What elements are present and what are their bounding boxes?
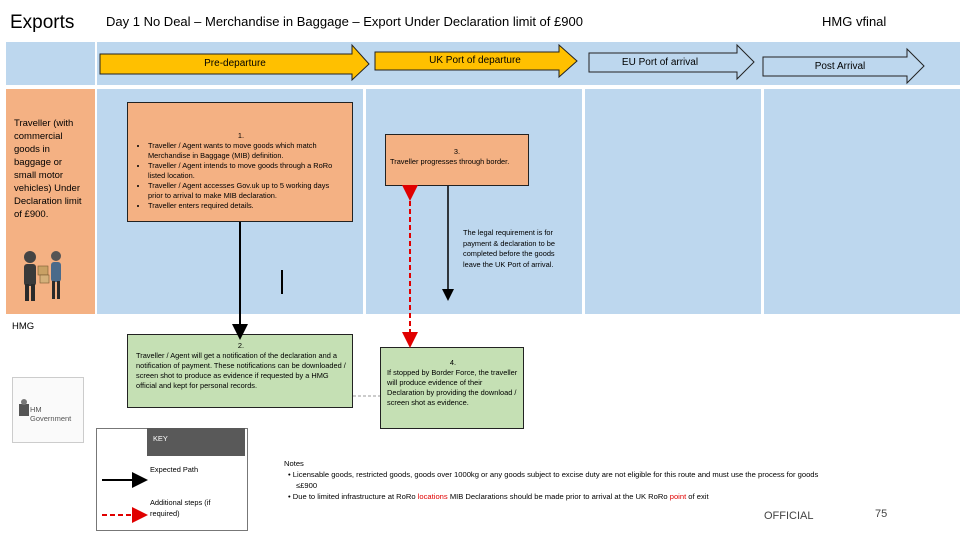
step-4-text: If stopped by Border Force, the traveller will produce evidence of their Declaration by providing the download / screen shot as evidence.: [387, 368, 518, 407]
step-4-number: 4.: [449, 358, 457, 367]
stage-uk-port: UK Port of departure: [429, 55, 521, 66]
notes-item-2: • Due to limited infrastructure at RoRo locations MIB Declarations should be made prior to arrival at the UK RoRo point of exit: [288, 492, 709, 501]
hmg-logo-text: HM Government: [30, 405, 72, 423]
stage-eu-port: EU Port of arrival: [621, 57, 699, 68]
key-swatches: [96, 458, 150, 528]
step-1-item: • Traveller / Agent accesses Gov.uk up to 5 working days prior to arrival to make MIB declaration.: [148, 181, 344, 201]
notes-item-2-post: of exit: [686, 492, 709, 501]
step-1-item: • Traveller enters required details.: [148, 201, 344, 211]
step-1-item: • Traveller / Agent intends to move goods through a RoRo listed location.: [148, 161, 344, 181]
notes-item-1: • Licensable goods, restricted goods, goods over 1000kg or any goods subject to excise duty are not eligible for this route and must use the process for goods ≤£900: [288, 470, 819, 490]
page-title: Day 1 No Deal – Merchandise in Baggage – Export Under Declaration limit of £900: [106, 14, 583, 29]
legal-requirement-note: The legal requirement is for payment & declaration to be completed before the goods leave the UK Port of arrival.: [463, 228, 556, 269]
key-additional-label: Additional steps (if required): [150, 498, 211, 518]
step-2-number: 2.: [237, 341, 245, 350]
notes-item-2-pre: Due to limited infrastructure at RoRo: [292, 492, 418, 501]
section-title: Exports: [10, 12, 75, 33]
notes-block: [284, 458, 824, 502]
step-3-number: 3.: [453, 147, 461, 156]
classification-label: OFFICIAL: [764, 510, 814, 522]
notes-item-2-red2: point: [669, 492, 687, 501]
notes-item-1-text: Licensable goods, restricted goods, goods over 1000kg or any goods subject to excise duty are not eligible for this route and must use the process for goods ≤£900: [292, 470, 819, 490]
notes-item-2-mid: MIB Declarations should be made prior to arrival at the UK RoRo: [447, 492, 670, 501]
stage-pre-departure: Pre-departure: [204, 58, 266, 69]
stage-post-arrival: Post Arrival: [814, 61, 866, 72]
notes-item-2-red1: locations: [417, 492, 448, 501]
traveller-lane-label: Traveller (with commercial goods in baggage or small motor vehicles) Under Declaration limit of £900.: [14, 118, 82, 220]
key-expected-label: Expected Path: [150, 465, 199, 474]
step-1-number: 1.: [237, 131, 245, 140]
notes-title: Notes: [284, 459, 304, 468]
step-3-text: Traveller progresses through border.: [390, 157, 510, 166]
key-title: KEY: [153, 434, 168, 443]
version-label: HMG vfinal: [822, 14, 887, 29]
step-1-item: • Traveller / Agent wants to move goods which match Merchandise in Baggage (MIB) definition.: [148, 141, 344, 161]
hmg-lane-label: HMG: [12, 321, 35, 332]
step-2-text: Traveller / Agent will get a notification of the declaration and a notification of payment. These notifications can be downloaded / screen shot to produce as evidence if requested by a HMG official and kept for personal records.: [136, 351, 346, 390]
page-number: 75: [875, 508, 888, 520]
